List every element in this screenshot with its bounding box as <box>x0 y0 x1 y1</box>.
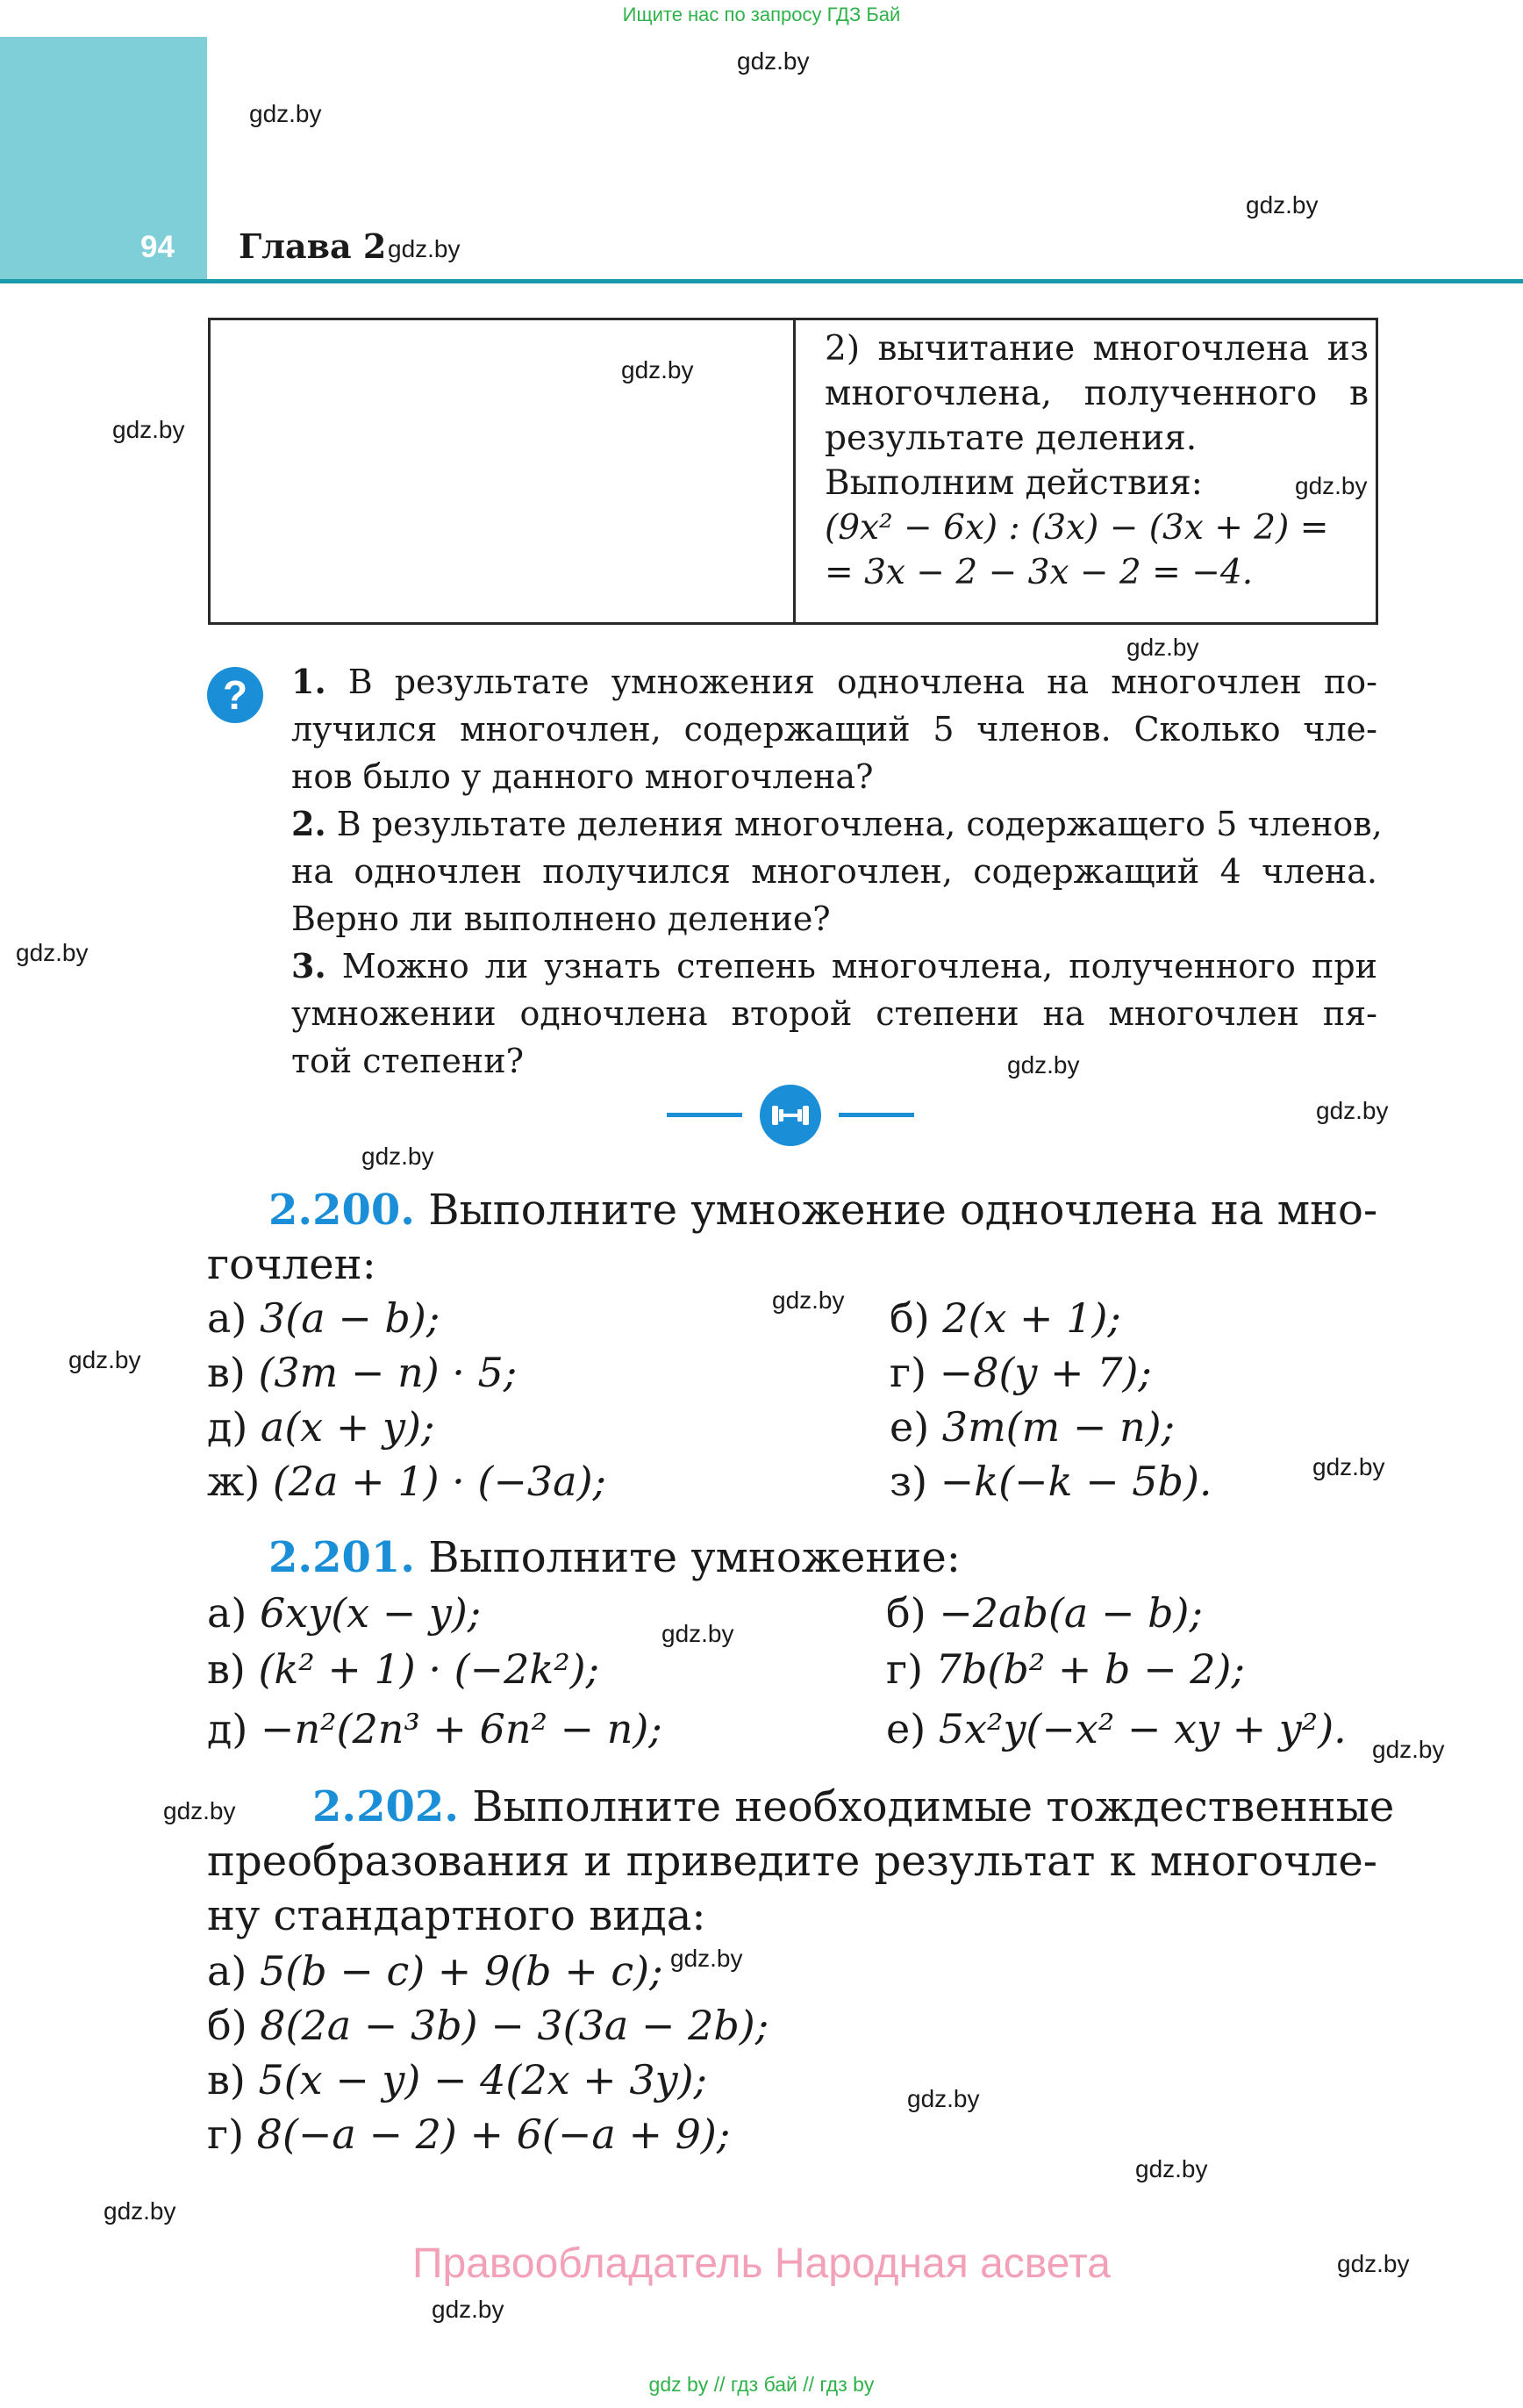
table-line: Выполним действия: <box>825 463 1203 503</box>
chapter-color-tab <box>0 37 207 281</box>
exercise-item: в) 5(x − y) − 4(2x + 3y); <box>207 2056 708 2103</box>
watermark: gdz.by <box>772 1286 845 1314</box>
watermark: gdz.by <box>68 1346 141 1373</box>
question-line: на одночлен получился многочлен, содержащий 4 члена. <box>291 852 1377 891</box>
question-line: 3. Можно ли узнать степень многочлена, полученного при <box>291 946 1377 985</box>
exercise-item: б) 2(x + 1); <box>890 1294 1121 1342</box>
header-divider <box>0 279 1523 283</box>
question-line: 1. В результате умножения одночлена на многочлен по- <box>291 662 1377 701</box>
exercise-item: г) −8(y + 7); <box>890 1349 1152 1396</box>
question-line: лучился многочлен, содержащий 5 членов. Сколько чле- <box>291 710 1377 749</box>
watermark: gdz.by <box>104 2197 176 2225</box>
exercise-item: е) 5x²y(−x² − xy + y²). <box>886 1705 1347 1752</box>
watermark: gdz.by <box>661 1620 734 1647</box>
exercise-item: в) (k² + 1) · (−2k²); <box>207 1645 600 1693</box>
watermark: gdz.by <box>1007 1051 1080 1079</box>
watermark: gdz.by <box>16 939 89 966</box>
review-questions <box>291 658 1383 1085</box>
watermark: gdz.by <box>1135 2155 1208 2182</box>
table-column-divider <box>793 318 796 625</box>
exercise-item: з) −k(−k − 5b). <box>890 1458 1212 1505</box>
dumbbell-icon <box>760 1085 821 1146</box>
table-line: результате деления. <box>825 419 1198 458</box>
exercise-2-202-title-cont: ну стандартного вида: <box>207 1891 706 1940</box>
watermark: gdz.by <box>1316 1097 1389 1124</box>
exercise-number: 2.202. <box>312 1782 460 1831</box>
watermark: gdz.by <box>621 356 694 383</box>
exercise-2-200-title: 2.200. Выполните умножение одночлена на мно- <box>268 1186 1378 1235</box>
exercise-item: в) (3m − n) · 5; <box>207 1349 518 1396</box>
divider-line-left <box>667 1113 742 1117</box>
table-formula-line: = 3x − 2 − 3x − 2 = −4. <box>825 553 1254 592</box>
exercise-2-202-title: 2.202. Выполните необходимые тождественные <box>312 1782 1395 1831</box>
watermark: gdz.by <box>1126 634 1199 661</box>
exercise-item: д) a(x + y); <box>207 1403 435 1451</box>
question-line: нов было у данного многочлена? <box>291 757 874 796</box>
exercise-number: 2.200. <box>268 1186 416 1235</box>
watermark: gdz.by <box>737 47 810 75</box>
watermark: gdz.by <box>1295 472 1368 499</box>
watermark: gdz.by <box>432 2296 504 2323</box>
exercise-2-200-title-cont: гочлен: <box>207 1240 376 1289</box>
exercise-item: б) −2ab(a − b); <box>886 1589 1203 1637</box>
exercise-item: а) 3(a − b); <box>207 1294 440 1342</box>
footer-links[interactable]: gdz by // гдз бай // гдз by <box>648 2373 875 2396</box>
table-line: многочлена, полученного в <box>825 374 1369 413</box>
divider-line-right <box>839 1113 914 1117</box>
watermark: gdz.by <box>1337 2250 1410 2277</box>
exercise-item: а) 5(b − c) + 9(b + c); <box>207 1947 663 1995</box>
watermark: gdz.by <box>1246 191 1319 219</box>
exercise-item: б) 8(2a − 3b) − 3(3a − 2b); <box>207 2002 769 2049</box>
question-icon: ? <box>207 667 263 723</box>
watermark: gdz.by <box>907 2085 980 2112</box>
question-line: той степени? <box>291 1042 524 1080</box>
question-line: умножении одночлена второй степени на многочлен пя- <box>291 994 1377 1033</box>
exercise-item: г) 7b(b² + b − 2); <box>886 1645 1245 1693</box>
watermark: gdz.by <box>361 1143 434 1170</box>
watermark: gdz.by <box>1372 1736 1445 1763</box>
exercise-item: д) −n²(2n³ + 6n² − n); <box>207 1705 662 1752</box>
exercise-item: е) 3m(m − n); <box>890 1403 1176 1451</box>
page-number: 94 <box>140 230 175 264</box>
chapter-title: Глава 2 <box>239 226 387 266</box>
top-search-note: Ищите нас по запросу ГДЗ Бай <box>622 4 901 25</box>
exercise-2-202-title-cont: преобразования и приведите результат к многочле- <box>207 1837 1377 1886</box>
watermark: gdz.by <box>249 100 322 127</box>
question-line: 2. В результате деления многочлена, содержащего 5 членов, <box>291 804 1383 843</box>
table-formula-line: (9x² − 6x) : (3x) − (3x + 2) = <box>825 508 1329 548</box>
copyright-notice: Правообладатель Народная асвета <box>412 2240 1111 2287</box>
watermark: gdz.by <box>670 1945 743 1972</box>
table-line: 2) вычитание многочлена из <box>825 329 1369 369</box>
exercise-number: 2.201. <box>268 1533 416 1582</box>
watermark: gdz.by <box>163 1797 236 1824</box>
watermark: gdz.by <box>388 235 461 262</box>
exercise-item: а) 6xy(x − y); <box>207 1589 482 1637</box>
question-line: Верно ли выполнено деление? <box>291 899 831 938</box>
watermark: gdz.by <box>1312 1453 1385 1480</box>
table-right-cell <box>825 326 1369 595</box>
exercise-item: г) 8(−a − 2) + 6(−a + 9); <box>207 2111 731 2158</box>
exercise-2-201-title: 2.201. Выполните умножение: <box>268 1533 961 1582</box>
watermark: gdz.by <box>112 416 185 443</box>
exercise-item: ж) (2a + 1) · (−3a); <box>207 1458 607 1505</box>
